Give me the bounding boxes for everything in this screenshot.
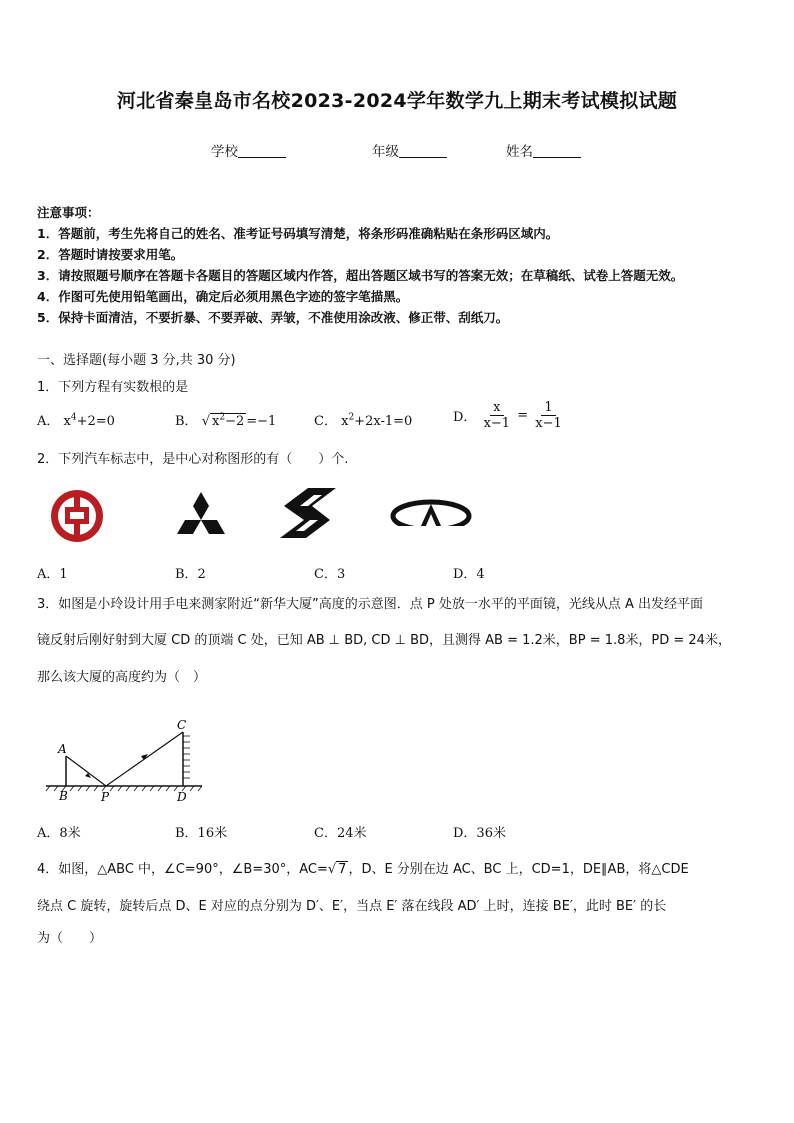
sqrt-sign: √ — [201, 414, 210, 429]
grade-label: 年级 — [372, 144, 399, 160]
q1-option-b[interactable] — [175, 410, 276, 429]
q4-line1-part: ，D、E 分别在边 AC、BC 上，CD=1，DE∥AB，将△CDE — [348, 862, 689, 877]
q1-option-c[interactable] — [314, 410, 412, 429]
expr-part: +2x-1=0 — [354, 414, 413, 429]
point-c-label: C — [177, 718, 187, 732]
q3-line: 3．如图是小玲设计用手电来测家附近“新华大厦”高度的示意图．点 P 处放一水平的平面镜，光线从点 A 出发经平面 — [37, 597, 704, 612]
q3-option-a[interactable]: A．8米 — [37, 826, 81, 841]
fraction — [481, 400, 514, 431]
sqrt-sign: √ — [327, 862, 337, 877]
ray-ap — [66, 756, 106, 786]
fraction — [532, 400, 565, 431]
sqrt-body — [210, 413, 246, 429]
building-hatch — [183, 736, 190, 778]
q2-option-d[interactable]: D．4 — [453, 567, 485, 582]
equals-sign: = — [517, 408, 529, 423]
grade-field[interactable] — [372, 140, 447, 160]
infiniti-logo-icon — [390, 498, 472, 534]
bank-logo-icon — [46, 488, 108, 544]
q3-option-d[interactable]: D．36米 — [453, 826, 506, 841]
q1-option-d[interactable] — [453, 400, 565, 431]
notice-item: 3．请按照题号顺序在答题卡各题目的答题区域内作答，超出答题区域书写的答案无效；在草稿纸、试卷上答题无效。 — [37, 268, 684, 283]
mitsubishi-logo-icon — [170, 490, 232, 538]
q4-line — [37, 858, 689, 877]
sqrt-value: 7 — [338, 862, 347, 877]
expr-part: +2=0 — [76, 414, 115, 429]
expr-part: −2 — [225, 414, 245, 429]
option-label: C． — [314, 414, 337, 429]
expr-exp: 2 — [348, 412, 355, 423]
option-label: A． — [37, 414, 60, 429]
q2-option-a[interactable]: A．1 — [37, 567, 68, 582]
q3-diagram — [44, 716, 204, 806]
q4-line: 为（ ） — [37, 931, 103, 946]
q3-option-c[interactable]: C．24米 — [314, 826, 367, 841]
q1-stem: 1．下列方程有实数根的是 — [37, 380, 189, 395]
notice-item: 1．答题前，考生先将自己的姓名、准考证号码填写清楚，将条形码准确粘贴在条形码区域内。 — [37, 226, 559, 241]
denominator: x−1 — [535, 416, 562, 431]
school-label: 学校 — [211, 144, 238, 160]
expr-exp: 4 — [70, 412, 77, 423]
notice-item: 5．保持卡面清洁，不要折暴、不要弄破、弄皱，不准使用涂改液、修正带、刮纸刀。 — [37, 310, 509, 325]
point-d-label: D — [177, 790, 187, 804]
school-blank[interactable] — [238, 143, 286, 158]
page-title: 河北省秦皇岛市名校2023-2024学年数学九上期末考试模拟试题 — [116, 90, 678, 112]
option-label: D． — [453, 410, 477, 425]
q3-option-b[interactable]: B．16米 — [175, 826, 228, 841]
q1-option-a[interactable] — [37, 410, 115, 429]
point-a-label: A — [58, 742, 67, 756]
name-field[interactable] — [506, 140, 581, 160]
option-label: B． — [175, 414, 198, 429]
notice-heading: 注意事项： — [37, 205, 100, 220]
section-heading: 一、选择题(每小题 3 分,共 30 分) — [37, 353, 236, 368]
q2-option-c[interactable]: C．3 — [314, 567, 346, 582]
notice-item: 2．答题时请按要求用笔。 — [37, 247, 184, 262]
q2-option-b[interactable]: B．2 — [175, 567, 206, 582]
expr-exp: 2 — [219, 412, 226, 423]
grade-blank[interactable] — [399, 143, 447, 158]
numerator: x — [490, 400, 503, 416]
school-field[interactable] — [211, 140, 286, 160]
name-label: 姓名 — [506, 144, 533, 160]
point-p-label: P — [101, 790, 110, 804]
q3-line: 那么该大厦的高度约为（ ） — [37, 670, 207, 685]
expr-part: x — [212, 414, 220, 429]
q2-stem: 2．下列汽车标志中，是中心对称图形的有（ ）个. — [37, 452, 349, 467]
expr-part: =−1 — [246, 414, 277, 429]
name-blank[interactable] — [533, 143, 581, 158]
expr-part: x — [63, 414, 71, 429]
point-b-label: B — [59, 789, 68, 803]
expr-part: x — [341, 414, 349, 429]
q3-line: 镜反射后刚好射到大厦 CD 的顶端 C 处，已知 AB ⊥ BD, CD ⊥ BD，且测得 AB = 1.2米，BP = 1.8米，PD = 24米， — [37, 633, 731, 648]
suzuki-logo-icon — [278, 486, 340, 542]
notice-item: 4．作图可先使用铅笔画出，确定后必须用黑色字迹的签字笔描黑。 — [37, 289, 409, 304]
numerator: 1 — [541, 400, 555, 416]
q4-line: 绕点 C 旋转，旋转后点 D、E 对应的点分别为 D′、E′，当点 E′ 落在线段 AD′ 上时，连接 BE′，此时 BE′ 的长 — [37, 899, 667, 914]
q4-line1-part: 4．如图，△ABC 中，∠C=90°，∠B=30°，AC= — [37, 862, 328, 877]
denominator: x−1 — [483, 416, 511, 431]
